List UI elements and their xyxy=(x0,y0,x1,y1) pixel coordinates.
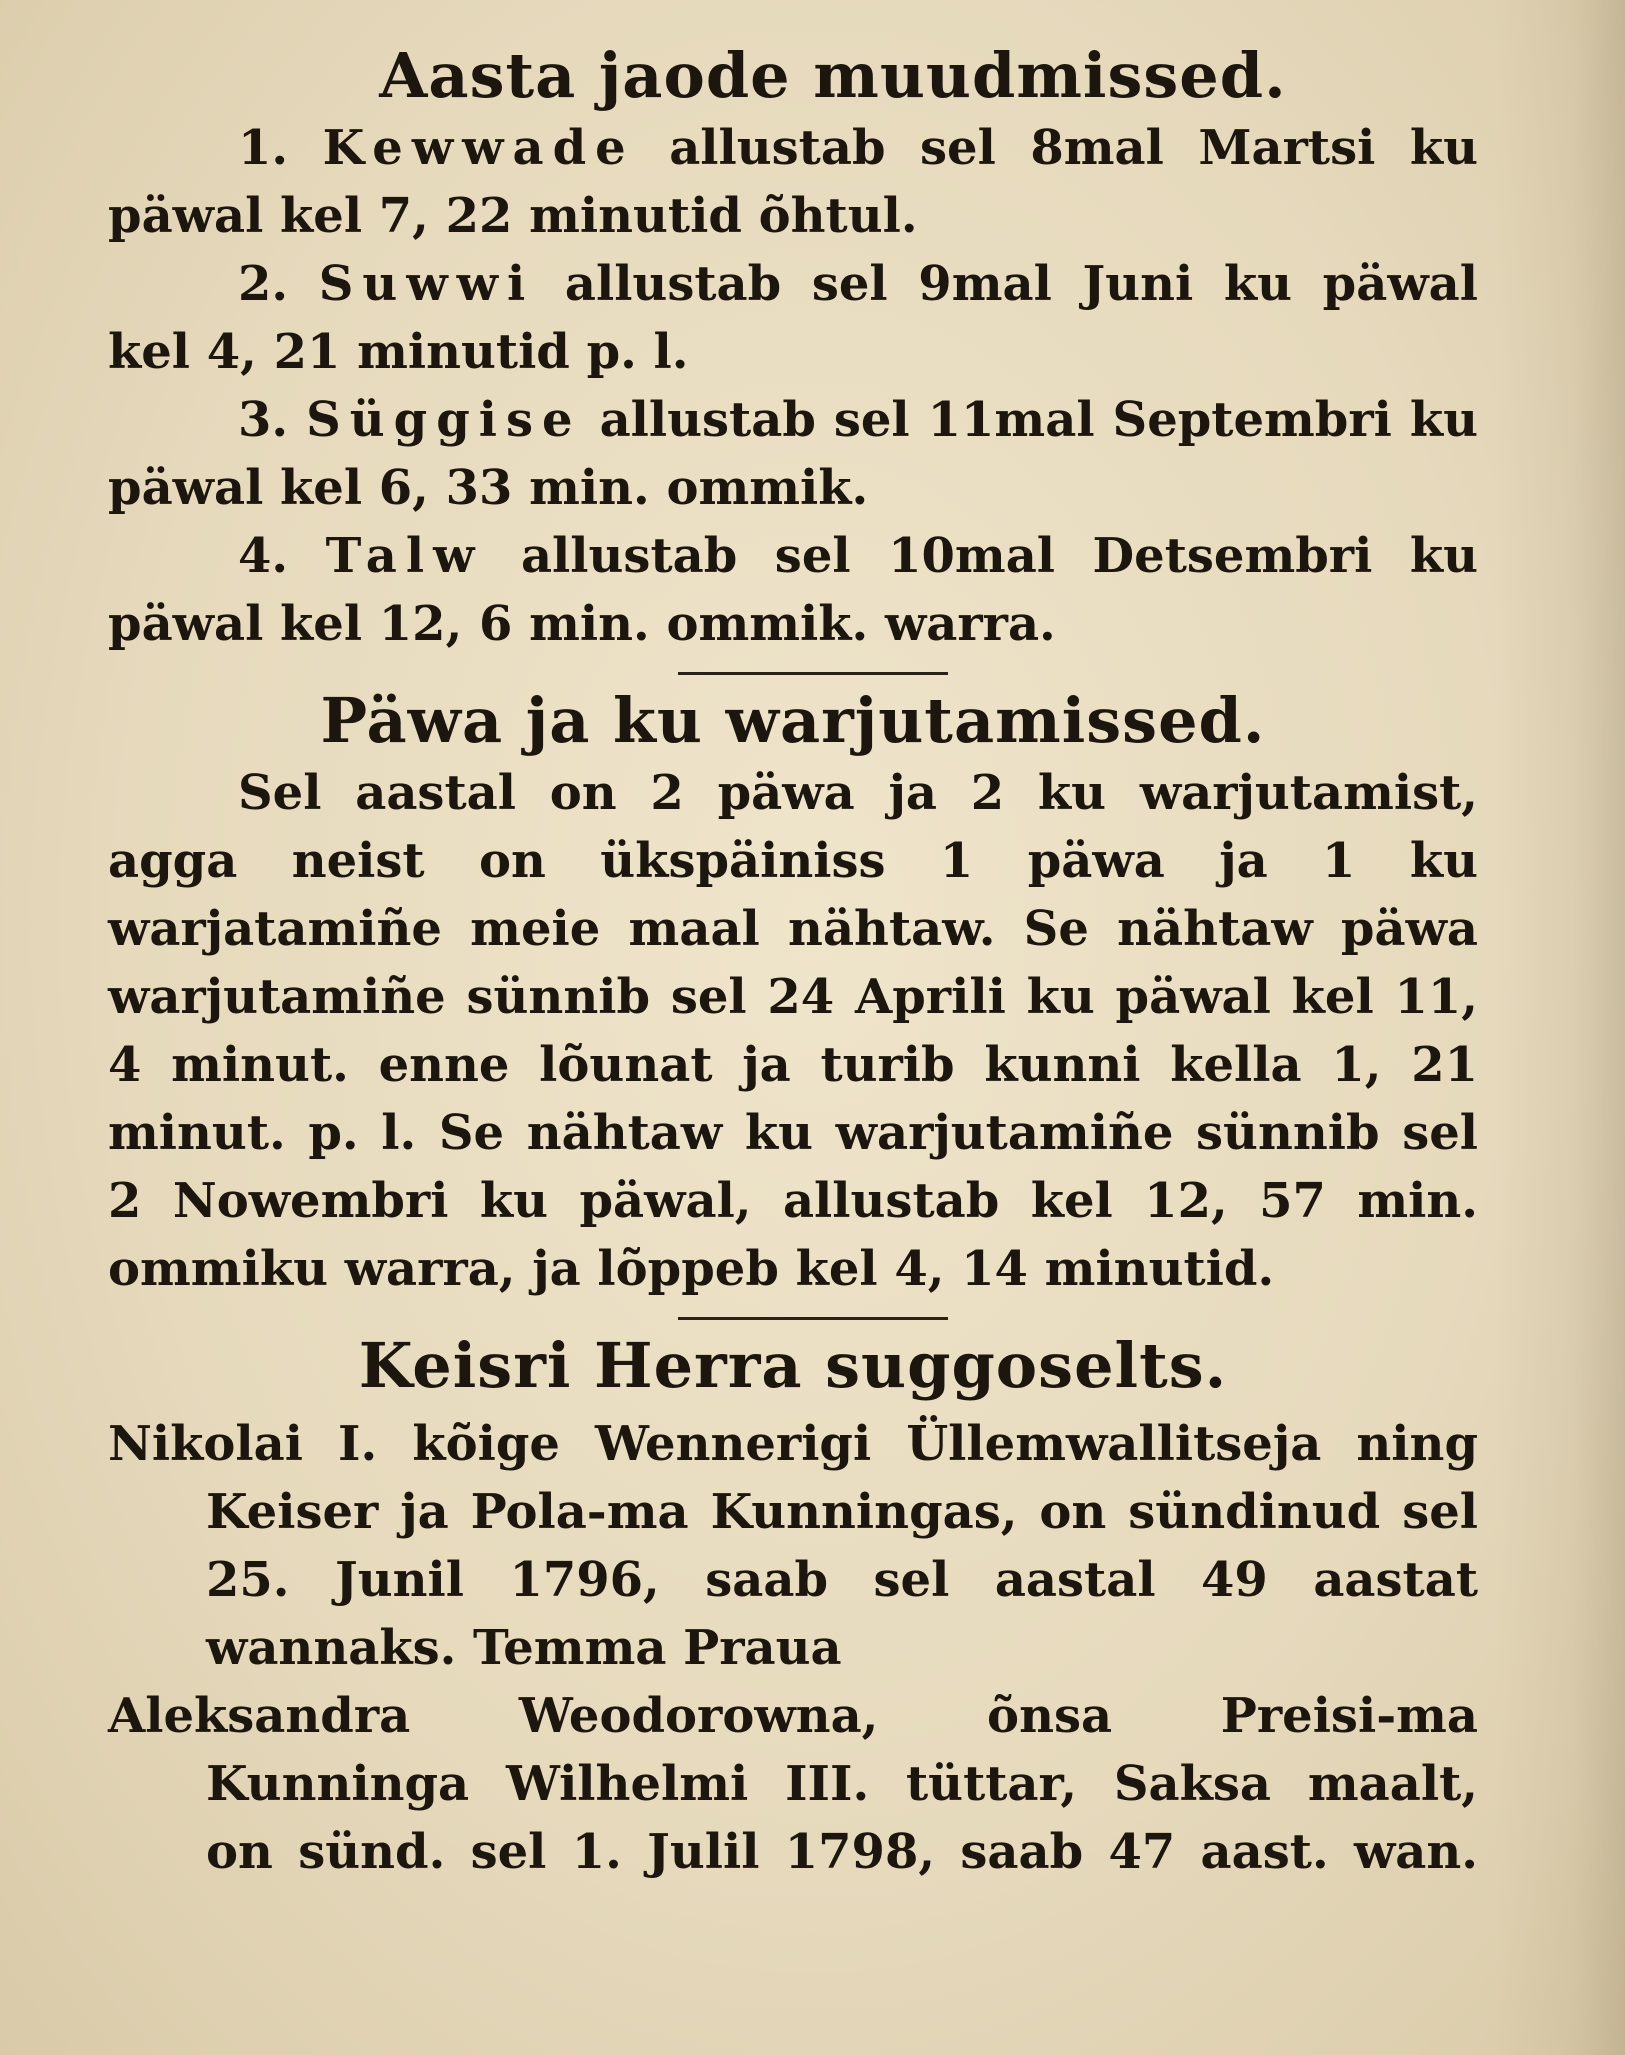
section-divider xyxy=(678,1317,948,1320)
eclipses-heading: Päwa ja ku warjutamissed. xyxy=(320,684,1266,757)
season-name: Suwwi xyxy=(318,256,535,312)
season-num: 2. xyxy=(238,256,289,312)
show-through-shadow xyxy=(1495,0,1625,2055)
season-text: allustab sel 11mal Septembri ku päwal kel 6, 33 min. ommik. xyxy=(108,392,1479,516)
season-text: allustab sel 10mal Detsembri ku päwal kel 12, 6 min. ommik. warra. xyxy=(108,528,1479,652)
empress-line: Kunninga Wilhelmi III. tüttar, Saksa maalt, xyxy=(206,1756,1478,1812)
seasons-heading: Aasta jaode muudmissed. xyxy=(379,39,1287,112)
emperor-line: wannaks. Temma Praua xyxy=(206,1620,842,1676)
emperor-line: Nikolai I. kõige Wennerigi Üllemwallitseja ning xyxy=(108,1416,1478,1472)
season-item xyxy=(108,386,1478,522)
empress-line: Aleksandra Weodorowna, õnsa Preisi-ma xyxy=(108,1688,1478,1744)
season-text: allustab sel 8mal Martsi ku päwal kel 7, 22 minutid õhtul. xyxy=(108,120,1478,244)
section-divider xyxy=(678,672,948,675)
season-item xyxy=(108,522,1478,658)
season-name: Süggise xyxy=(306,392,582,448)
season-num: 1. xyxy=(238,120,289,176)
emperor-line: 25. Junil 1796, saab sel aastal 49 aastat xyxy=(206,1552,1478,1608)
season-name: Talw xyxy=(325,528,484,584)
emperor-line: Keiser ja Pola-ma Kunningas, on sündinud sel xyxy=(206,1484,1478,1540)
season-item xyxy=(108,114,1478,250)
eclipses-paragraph: Sel aastal on 2 päwa ja 2 ku warjutamist, agga neist on ükspäiniss 1 päwa ja 1 ku warjatamiñe meie maal nähtaw. Se nähtaw päwa warjutamiñe sünnib sel 24 Aprili ku päwal kel 11, 4 minut. enne lõunat ja turib kunni kella 1, 21 minut. p. l. Se nähtaw ku warjutamiñe sünnib sel 2 Nowembri ku päwal, allustab kel 12, 57 min. ommiku warra, ja lõppeb kel 4, 14 minutid. xyxy=(108,765,1478,1297)
season-num: 4. xyxy=(238,528,289,584)
season-text: allustab sel 9mal Juni ku päwal kel 4, 21 minutid p. l. xyxy=(108,256,1478,380)
emperor-heading: Keisri Herra suggoselts. xyxy=(358,1329,1228,1402)
page-content xyxy=(108,38,1478,1886)
season-num: 3. xyxy=(238,392,289,448)
emperor-family-block xyxy=(108,1410,1478,1886)
empress-line: on sünd. sel 1. Julil 1798, saab 47 aast. wan. xyxy=(206,1824,1478,1880)
season-item xyxy=(108,250,1478,386)
season-name: Kewwade xyxy=(322,120,635,176)
